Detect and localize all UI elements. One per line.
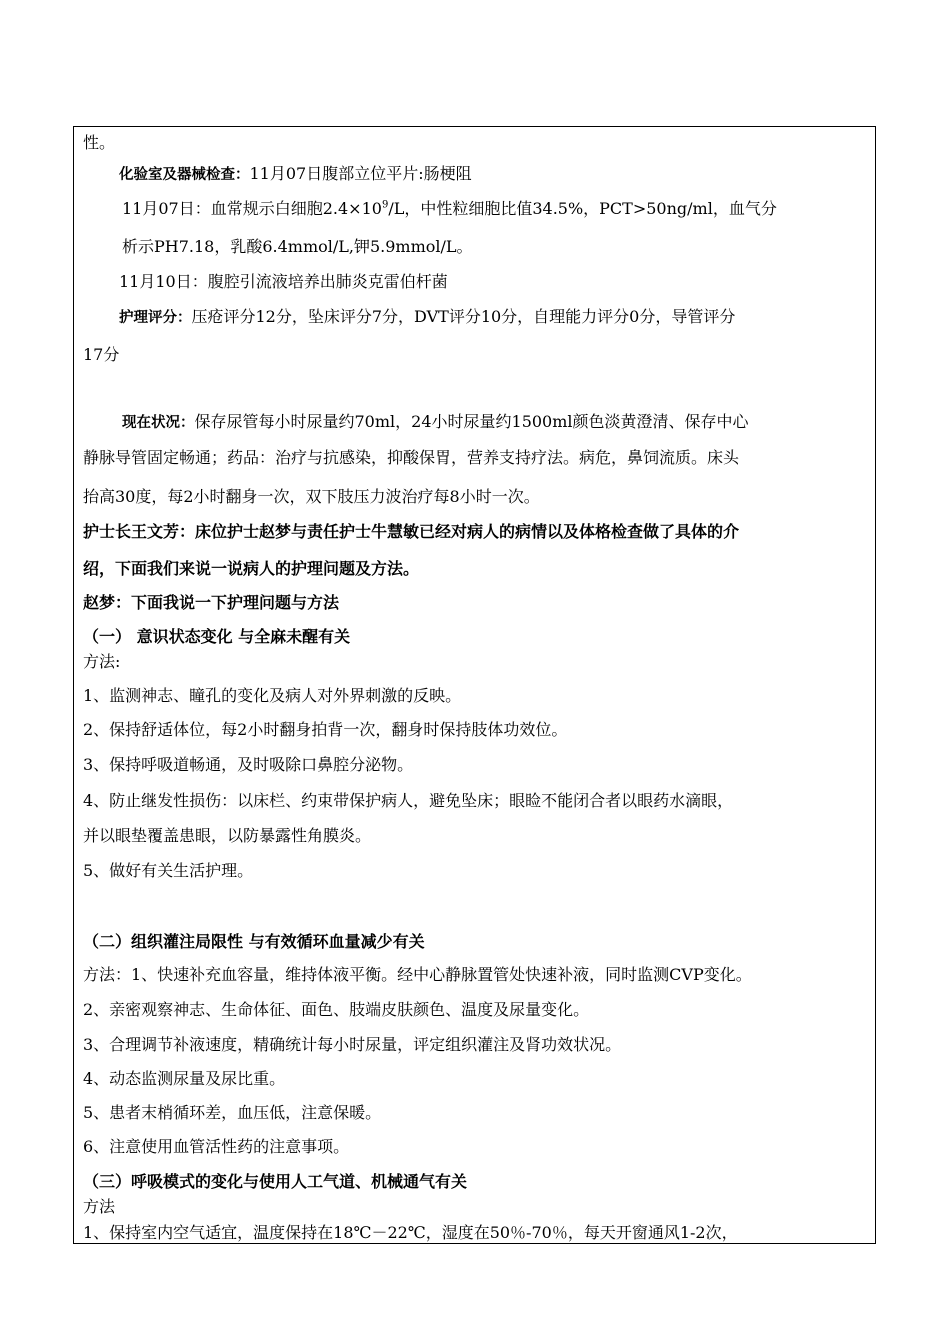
section-heading-3: （三）呼吸模式的变化与使用人工气道、机械通气有关 [83, 1172, 468, 1191]
list-item: 6、注意使用血管活性药的注意事项。 [83, 1137, 350, 1156]
list-item: 2、保持舒适体位，每2小时翻身拍背一次，翻身时保持肢体功效位。 [83, 720, 568, 739]
text-line: 方法 [83, 1197, 116, 1216]
current-status-label: 现在状况： [122, 414, 195, 431]
lab-exam-line [119, 164, 869, 185]
section-heading-2: （二）组织灌注局限性 与有效循环血量减少有关 [83, 932, 425, 951]
list-item: 2、亲密观察神志、生命体征、面色、肢端皮肤颜色、温度及尿量变化。 [83, 1000, 590, 1019]
text-line: 并以眼垫覆盖患眼，以防暴露性角膜炎。 [83, 826, 372, 845]
list-item: 4、防止继发性损伤：以床栏、约束带保护病人，避免坠床；眼睑不能闭合者以眼药水滴眼， [83, 791, 734, 810]
lab-exam-text: 11月07日腹部立位平片:肠梗阻 [249, 164, 472, 183]
text-line: 17分 [83, 345, 120, 364]
list-item: 3、合理调节补液速度，精确统计每小时尿量，评定组织灌注及肾功效状况。 [83, 1035, 622, 1054]
list-item: 1、监测神志、瞳孔的变化及病人对外界刺激的反映。 [83, 686, 462, 705]
text-line: 静脉导管固定畅通；药品：治疗与抗感染，抑酸保胃，营养支持疗法。病危，鼻饲流质。床头 [83, 448, 740, 467]
text-line: 方法: [83, 652, 121, 671]
text-line: 析示PH7.18，乳酸6.4mmol/L,钾5.9mmol/L。 [122, 237, 473, 256]
text-line: 赵梦：下面我说一下护理问题与方法 [83, 593, 340, 612]
head-nurse-line: 护士长王文芳：床位护士赵梦与责任护士牛慧敏已经对病人的病情以及体格检查做了具体的介 [83, 522, 740, 541]
nursing-score-label: 护理评分： [119, 309, 192, 326]
list-item: 5、做好有关生活护理。 [83, 861, 254, 880]
list-item: 3、保持呼吸道畅通，及时吸除口鼻腔分泌物。 [83, 755, 414, 774]
section-heading-1: （一） 意识状态变化 与全麻未醒有关 [83, 627, 351, 646]
list-item: 5、患者末梢循环差，血压低，注意保暖。 [83, 1103, 382, 1122]
text-line: 11月10日：腹腔引流液培养出肺炎克雷伯杆菌 [119, 272, 448, 291]
list-item: 4、动态监测尿量及尿比重。 [83, 1069, 286, 1088]
record-table-cell [73, 126, 876, 1244]
lab-exam-label: 化验室及器械检查： [119, 166, 250, 183]
blood-test-line: 11月07日：血常规示白细胞$2.4\times 10^9/L$，中性粒细胞比值34.5%，PCT>50ng/ml，血气分 [122, 199, 777, 218]
list-item: 1、保持室内空气适宜，温度保持在18℃－22℃，湿度在50％-70％，每天开窗通风1-2次， [83, 1223, 738, 1242]
text-line: 方法：1、快速补充血容量，维持体液平衡。经中心静脉置管处快速补液，同时监测CVP变化。 [83, 965, 752, 984]
current-status-line: 现在状况：保存尿管每小时尿量约70ml，24小时尿量约1500ml颜色淡黄澄清、保存中心 [122, 412, 749, 431]
nursing-score-line: 护理评分：压疮评分12分，坠床评分7分，DVT评分10分，自理能力评分0分，导管评分 [119, 307, 736, 326]
text-line: 绍，下面我们来说一说病人的护理问题及方法。 [83, 559, 420, 578]
text-line: 抬高30度，每2小时翻身一次，双下肢压力波治疗每8小时一次。 [83, 487, 540, 506]
text-line: 性。 [83, 133, 116, 152]
